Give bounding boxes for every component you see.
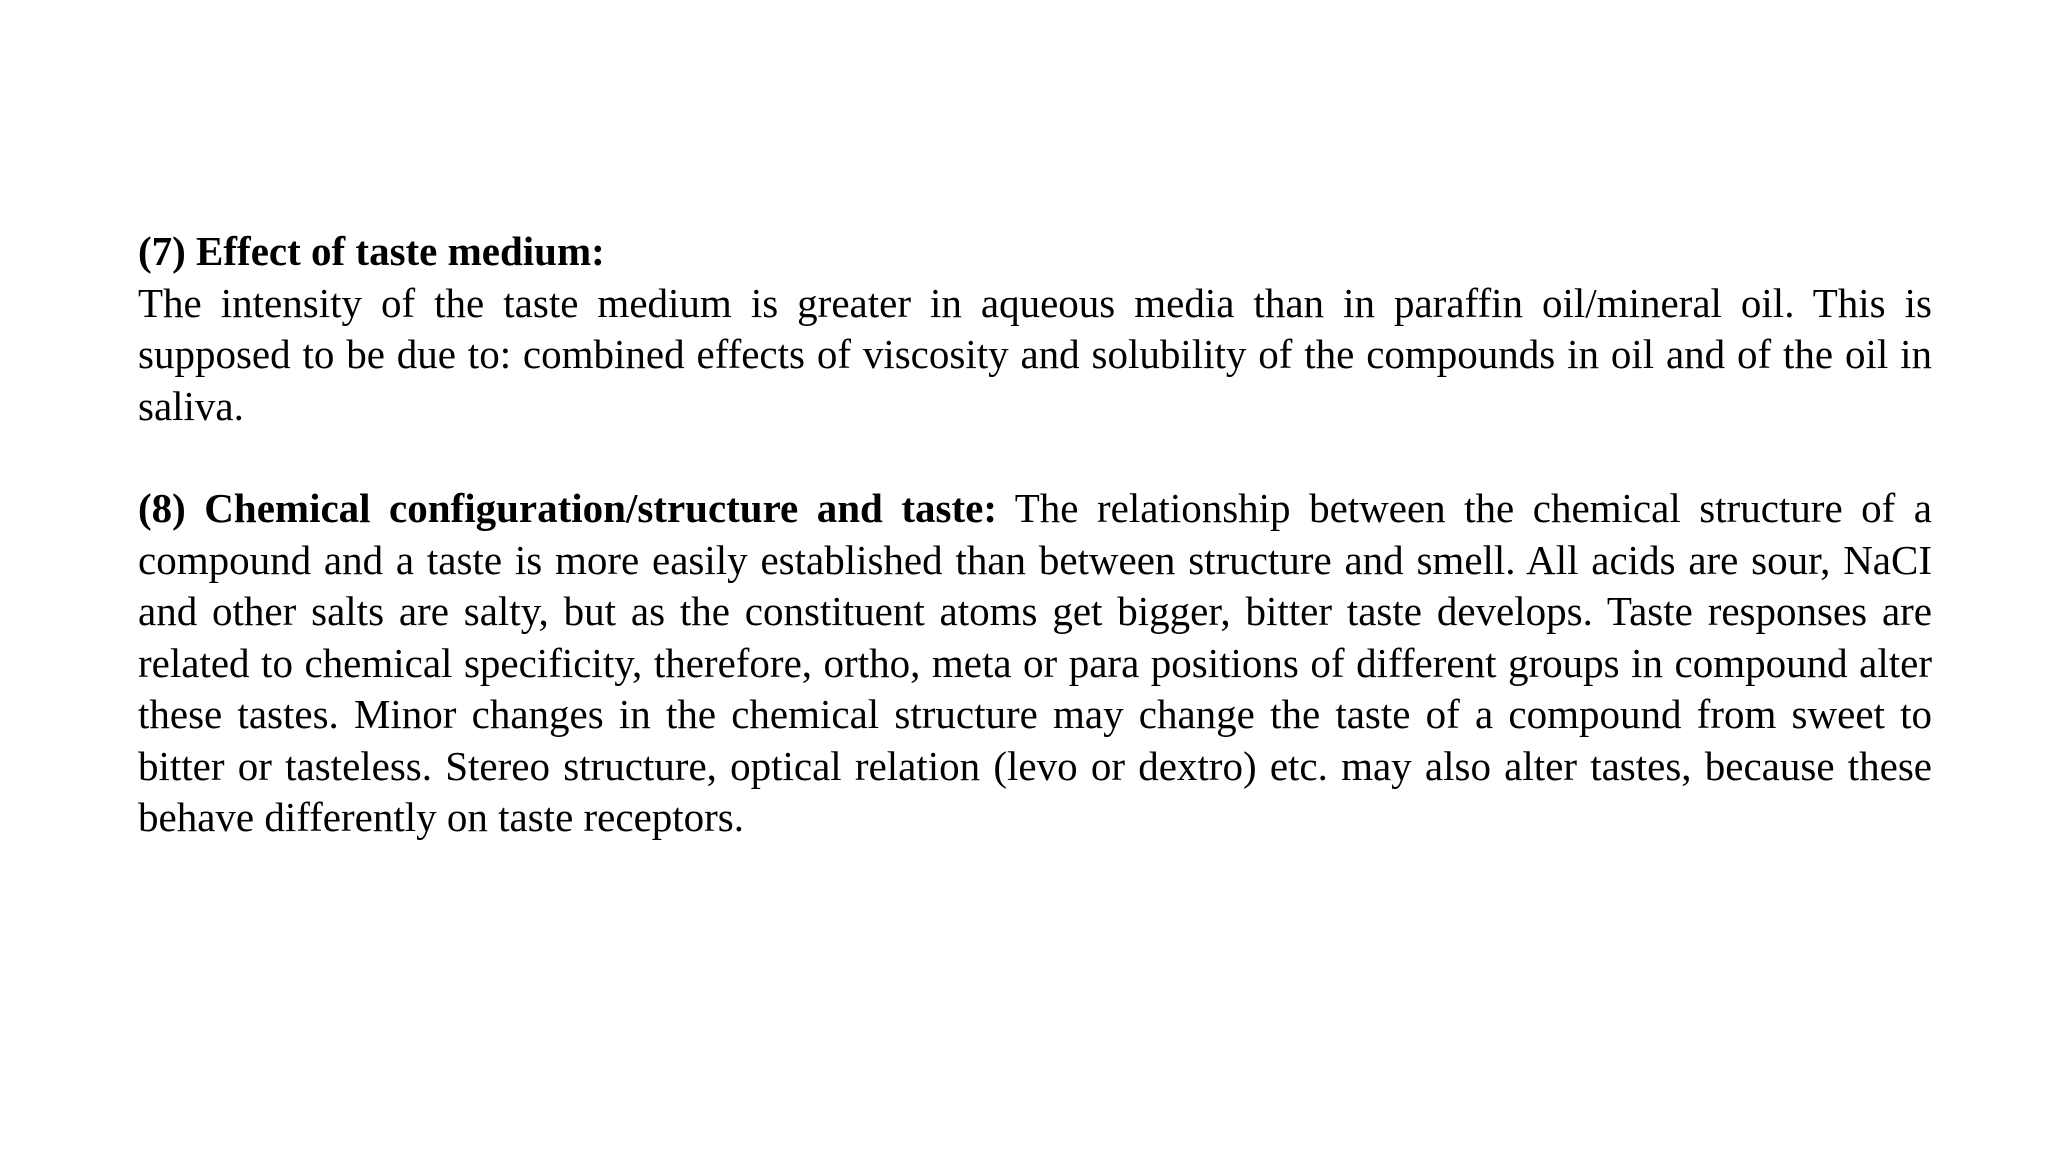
section-paragraph: The relationship between the chemical structure of a compound and a taste is more easily established than between structure and smell. All acids are sour, NaCI and other salts are salty, but as the constituent atoms get bigger, bitter taste develops. Taste responses are related to chemical specificity, therefore, ortho, meta or para positions of different groups in compound alter these tastes. Minor changes in the chemical structure may change the taste of a compound from sweet to bitter or tasteless. Stereo structure, optical relation (levo or dextro) etc. may also alter tastes, because these behave differently on taste receptors.	[138, 485, 1933, 840]
section-heading: (8) Chemical configuration/structure and taste:	[138, 485, 997, 531]
text-body	[138, 226, 1932, 844]
section-chemical-structure	[138, 483, 1932, 844]
section-taste-medium	[138, 226, 1932, 432]
section-paragraph: The intensity of the taste medium is greater in aqueous media than in paraffin oil/mineral oil. This is supposed to be due to: combined effects of viscosity and solubility of the compounds in oil and of the oil in saliva.	[138, 279, 1932, 429]
section-heading: (7) Effect of taste medium:	[138, 228, 605, 274]
